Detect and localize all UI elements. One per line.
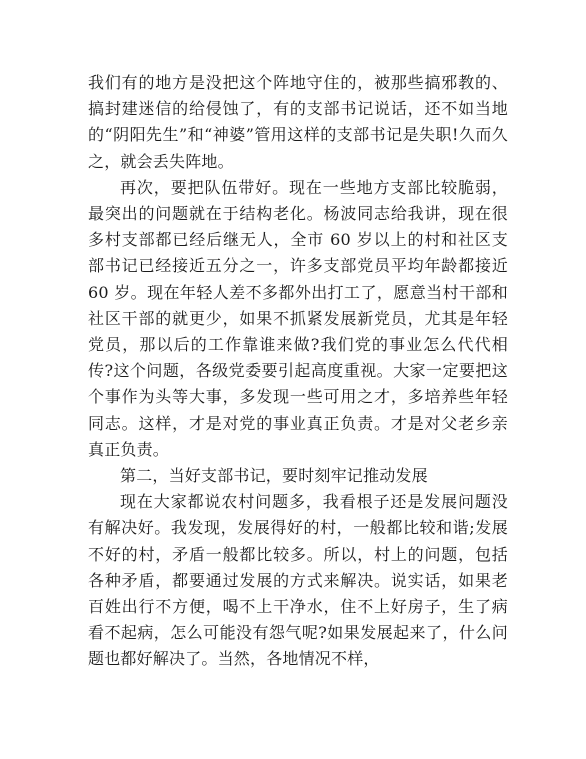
section-heading-promote-development: 第二，当好支部书记，要时刻牢记推动发展 <box>120 466 428 486</box>
paragraph-development-issues: 现在大家都说农村问题多，我看根子还是发展问题没有解决好。我发现，发展得好的村，一般都比较和谐;发展不好的村，矛盾一般都比较多。所以，村上的问题，包括各种矛盾，都要通过发展的方式来解决。说实话，如果老百姓出行不方便，喝不上干净水，住不上好房子，生了病看不起病，怎么可能没有怨气呢?如果发展起来了，什么问题也都好解决了。当然，各地情况不样， <box>88 492 508 669</box>
document-body <box>88 70 508 673</box>
paragraph-team-building: 再次，要把队伍带好。现在一些地方支部比较脆弱，最突出的问题就在于结构老化。杨波同志给我讲，现在很多村支部都已经后继无人，全市 60 岁以上的村和社区支部书记已经接近五分之一，许多支部党员平均年龄都接近 60 岁。现在年轻人差不多都外出打工了，愿意当村干部和社区干部的就更少，如果不抓紧发展新党员，尤其是年轻党员，那以后的工作靠谁来做?我们党的事业怎么代代相传?这个问题，各级党委要引起高度重视。大家一定要把这个事作为头等大事，多发现一些可用之才，多培养些年轻同志。这样，才是对党的事业真正负责。才是对父老乡亲真正负责。 <box>88 177 508 459</box>
paragraph-position-front-loss: 我们有的地方是没把这个阵地守住的，被那些搞邪教的、搞封建迷信的给侵蚀了，有的支部书记说话，还不如当地的“阴阳先生”和“神婆”管用这样的支部书记是失职!久而久之，就会丢失阵地。 <box>88 73 508 171</box>
